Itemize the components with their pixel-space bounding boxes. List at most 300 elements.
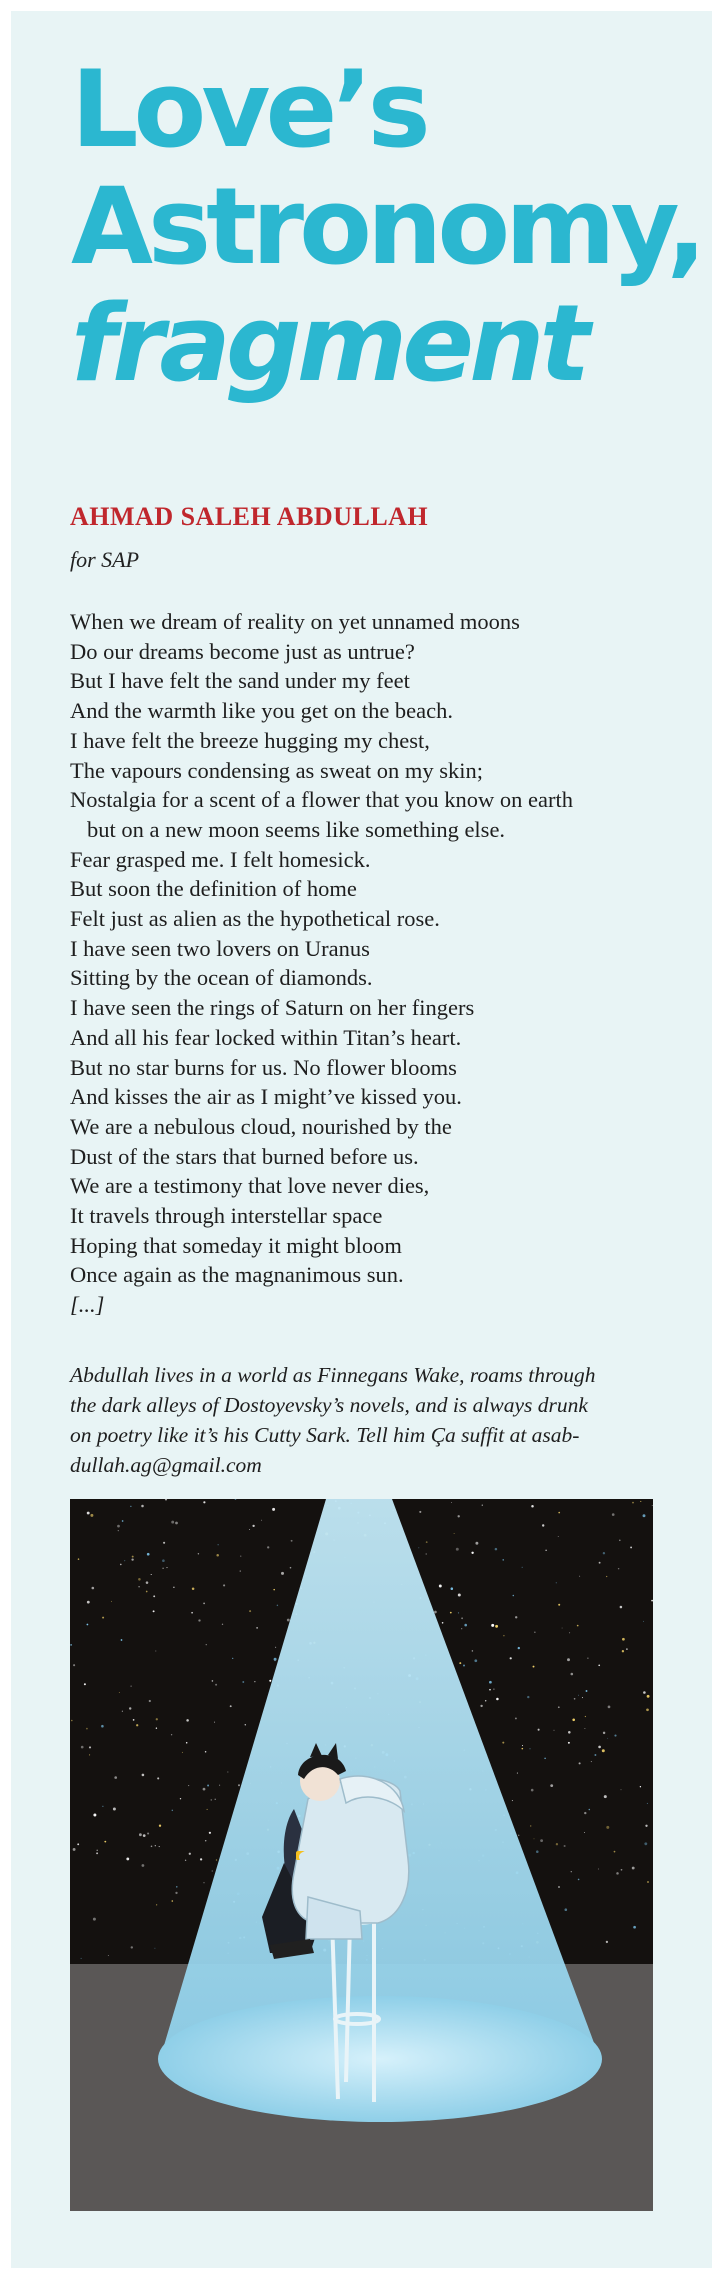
star: [249, 1610, 251, 1612]
star: [598, 1664, 600, 1666]
poem-line: Fear grasped me. I felt homesick.: [70, 846, 371, 872]
dedication: for SAP: [70, 547, 140, 572]
star: [434, 1611, 437, 1614]
star: [491, 1624, 494, 1627]
star: [176, 1886, 177, 1887]
star: [78, 1558, 80, 1560]
star: [261, 1520, 262, 1521]
star: [111, 1601, 112, 1602]
star: [138, 1578, 141, 1581]
star: [558, 1512, 560, 1514]
star: [495, 1625, 498, 1628]
star: [640, 1786, 641, 1787]
star: [157, 1777, 159, 1779]
star: [556, 1843, 558, 1845]
star: [118, 1530, 119, 1531]
star: [614, 1851, 616, 1853]
star: [142, 1864, 145, 1867]
star: [212, 1870, 213, 1871]
poem-line: And kisses the air as I might’ve kissed you.: [70, 1084, 462, 1110]
star: [458, 1515, 460, 1517]
star: [598, 1746, 601, 1749]
star: [156, 1904, 157, 1905]
star: [272, 1508, 275, 1511]
star: [564, 1845, 566, 1847]
poem-line: But I have felt the sand under my feet: [70, 668, 410, 694]
poem-line: When we dream of reality on yet unnamed moons: [70, 609, 520, 634]
star: [485, 1700, 486, 1701]
star: [426, 1553, 427, 1554]
star: [269, 1680, 271, 1682]
star: [643, 1691, 646, 1694]
star: [542, 1524, 544, 1526]
star: [223, 1584, 225, 1586]
star: [572, 1719, 575, 1722]
star: [534, 1632, 535, 1633]
star: [171, 1734, 172, 1735]
star: [104, 1841, 106, 1843]
star: [214, 1722, 215, 1723]
star: [510, 1657, 512, 1659]
star: [156, 1728, 157, 1729]
star: [156, 1718, 158, 1720]
star: [517, 1773, 518, 1774]
star: [584, 1832, 585, 1833]
star: [232, 1658, 233, 1659]
star: [577, 1625, 579, 1627]
star: [598, 1869, 599, 1870]
star: [608, 1706, 611, 1709]
star: [122, 1711, 123, 1712]
star: [131, 1558, 133, 1560]
star: [643, 1514, 646, 1517]
star: [142, 1774, 145, 1777]
star: [480, 1705, 482, 1707]
star: [474, 1659, 477, 1662]
star: [139, 1833, 142, 1836]
star: [647, 1881, 649, 1883]
star: [71, 1720, 73, 1722]
star: [643, 1621, 644, 1622]
star: [203, 1501, 205, 1503]
star: [155, 1650, 156, 1651]
star: [209, 1832, 211, 1834]
star: [153, 1595, 155, 1597]
star: [163, 1542, 165, 1544]
star: [633, 1926, 636, 1929]
star: [426, 1541, 428, 1543]
star: [574, 1698, 576, 1700]
star: [471, 1552, 473, 1554]
star: [130, 1685, 131, 1686]
bio-line: the dark alleys of Dostoyevsky’s novels, and is always drunk: [70, 1393, 588, 1417]
star: [146, 1581, 149, 1584]
star: [496, 1698, 499, 1701]
star: [149, 1700, 151, 1702]
star: [530, 1825, 531, 1826]
star: [458, 1612, 459, 1613]
poem-line: I have felt the breeze hugging my chest,: [70, 727, 430, 753]
poem-line: Felt just as alien as the hypothetical rose.: [70, 906, 440, 932]
star: [621, 1789, 622, 1790]
star: [230, 1705, 232, 1707]
star: [245, 1724, 246, 1725]
star: [205, 1751, 207, 1753]
bio-line: on poetry like it’s his Cutty Sark. Tell him Ça suffit at asab-: [70, 1423, 580, 1447]
star: [482, 1505, 483, 1506]
star: [159, 1846, 160, 1847]
star: [173, 1587, 174, 1588]
star: [604, 1795, 607, 1798]
star: [222, 1624, 223, 1625]
star: [273, 1589, 275, 1591]
star: [568, 1731, 571, 1734]
star: [203, 1882, 204, 1883]
star: [275, 1647, 276, 1648]
star: [515, 1717, 517, 1719]
star: [451, 1502, 452, 1503]
star: [619, 1540, 621, 1542]
star: [612, 1513, 615, 1516]
star: [166, 1567, 167, 1568]
star: [584, 1812, 586, 1814]
star: [216, 1859, 217, 1860]
star: [96, 1852, 98, 1854]
star: [531, 1789, 534, 1792]
star: [87, 1624, 89, 1626]
poem-line: Nostalgia for a scent of a flower that you know on earth: [70, 787, 573, 813]
star: [630, 1546, 632, 1548]
star: [175, 1522, 178, 1525]
star: [475, 1542, 478, 1545]
star: [206, 1644, 207, 1645]
star: [151, 1846, 153, 1848]
star: [567, 1658, 570, 1661]
star: [419, 1511, 421, 1513]
star: [606, 1941, 608, 1943]
star: [256, 1627, 258, 1629]
star: [644, 1842, 647, 1845]
star: [632, 1867, 635, 1870]
star: [558, 1706, 560, 1708]
star: [489, 1689, 491, 1691]
star: [210, 1799, 212, 1801]
star: [568, 1742, 570, 1744]
star: [216, 1554, 219, 1557]
star: [242, 1681, 244, 1683]
star: [102, 1617, 104, 1619]
star: [205, 1840, 206, 1841]
spotlight-scene: [70, 1499, 653, 2211]
star: [203, 1788, 206, 1791]
star: [626, 1648, 628, 1650]
star: [203, 1603, 205, 1605]
star: [621, 1869, 623, 1871]
star: [545, 1550, 546, 1551]
star: [461, 1617, 463, 1619]
star: [632, 1502, 634, 1504]
star: [290, 1567, 292, 1569]
star: [512, 1800, 513, 1801]
title-line-2: Astronomy,: [71, 165, 702, 288]
bio-line: dullah.ag@gmail.com: [70, 1453, 262, 1477]
poem-line: And all his fear locked within Titan’s heart.: [70, 1024, 462, 1050]
star: [614, 1735, 616, 1737]
star: [489, 1681, 492, 1684]
star: [147, 1832, 149, 1834]
star: [215, 1799, 216, 1800]
star: [93, 1814, 96, 1817]
bio-line: Abdullah lives in a world as Finnegans Wake, roams through: [70, 1363, 596, 1387]
star: [96, 1850, 97, 1851]
star: [180, 1798, 181, 1799]
star: [538, 1729, 540, 1731]
star: [618, 1568, 619, 1569]
star: [81, 1958, 82, 1959]
star: [240, 1571, 241, 1572]
star: [219, 1785, 220, 1786]
star: [620, 1606, 623, 1609]
light-pool: [158, 1996, 602, 2122]
star: [578, 1879, 580, 1881]
star: [531, 1505, 534, 1508]
star: [119, 1692, 120, 1693]
star: [254, 1681, 255, 1682]
star: [518, 1647, 520, 1649]
poem-line: We are a testimony that love never dies,: [70, 1173, 430, 1199]
star: [102, 1806, 103, 1807]
star: [565, 1908, 568, 1911]
star: [132, 1556, 134, 1558]
star: [606, 1576, 607, 1577]
star: [122, 1520, 124, 1522]
star: [602, 1749, 605, 1752]
star: [159, 1825, 161, 1827]
star: [81, 1746, 84, 1749]
star: [186, 1742, 188, 1744]
star: [522, 1745, 523, 1746]
star: [587, 1658, 588, 1659]
star: [200, 1858, 202, 1860]
star: [527, 1696, 529, 1698]
star: [594, 1754, 596, 1756]
star: [192, 1588, 195, 1591]
star: [154, 1948, 155, 1949]
star: [182, 1752, 183, 1753]
star: [418, 1547, 419, 1548]
star: [585, 1716, 586, 1717]
star: [151, 1574, 152, 1575]
star: [77, 1843, 79, 1845]
star: [556, 1582, 557, 1583]
star: [616, 1872, 619, 1875]
star: [218, 1544, 219, 1545]
star: [291, 1540, 293, 1542]
star: [114, 1776, 117, 1779]
star: [589, 1809, 591, 1811]
star: [91, 1587, 94, 1590]
star: [277, 1605, 278, 1606]
star: [249, 1529, 250, 1530]
star: [458, 1594, 461, 1597]
star: [207, 1785, 209, 1787]
star: [459, 1662, 461, 1664]
star: [188, 1785, 189, 1786]
title-line-1: Love’s: [71, 48, 426, 171]
poem-line: It travels through interstellar space: [70, 1203, 383, 1229]
star: [513, 1595, 515, 1597]
star: [198, 1553, 199, 1554]
star: [463, 1664, 465, 1666]
star: [493, 1688, 494, 1689]
star: [529, 1748, 530, 1749]
star: [456, 1548, 459, 1551]
poem-line: I have seen the rings of Saturn on her fingers: [70, 995, 475, 1021]
star: [162, 1559, 165, 1562]
star: [186, 1719, 189, 1722]
star: [136, 1724, 138, 1726]
star: [146, 1591, 148, 1593]
star: [503, 1559, 504, 1560]
poem-line: The vapours condensing as sweat on my skin;: [70, 757, 484, 783]
star: [267, 1546, 269, 1548]
star: [647, 1803, 648, 1804]
star: [84, 1683, 86, 1685]
star: [461, 1628, 462, 1629]
star: [228, 1772, 229, 1773]
star: [569, 1632, 570, 1633]
star: [93, 1918, 96, 1921]
star: [191, 1612, 193, 1614]
star: [101, 1725, 104, 1728]
star: [540, 1839, 543, 1842]
star: [502, 1742, 504, 1744]
star: [603, 1552, 605, 1554]
star: [534, 1838, 535, 1839]
star: [584, 1728, 585, 1729]
star: [143, 1834, 146, 1837]
star: [586, 1690, 588, 1692]
poem-line: Once again as the magnanimous sun.: [70, 1262, 404, 1288]
star: [281, 1572, 284, 1575]
star: [558, 1536, 559, 1537]
poem-line: But soon the definition of home: [70, 876, 357, 902]
star: [90, 1514, 93, 1517]
poem-title: [71, 48, 702, 405]
star: [599, 1562, 601, 1564]
star: [439, 1585, 442, 1588]
author-bio: [70, 1360, 670, 1480]
star: [131, 1946, 133, 1948]
star: [238, 1784, 240, 1786]
star: [622, 1650, 624, 1652]
star: [121, 1639, 123, 1641]
star: [89, 1754, 90, 1755]
star: [73, 1664, 75, 1666]
star: [252, 1525, 254, 1527]
poem-ellipsis: [...]: [70, 1292, 105, 1318]
star: [495, 1548, 498, 1551]
star: [603, 1732, 605, 1734]
star: [70, 1644, 72, 1646]
star: [172, 1810, 173, 1811]
poem-line: But no star burns for us. No flower blooms: [70, 1054, 457, 1080]
star: [578, 1695, 579, 1696]
star: [212, 1680, 214, 1682]
star: [451, 1587, 454, 1590]
star: [522, 1567, 523, 1568]
star: [553, 1730, 554, 1731]
star: [141, 1505, 144, 1508]
star: [129, 1707, 131, 1709]
star: [189, 1853, 191, 1855]
star: [442, 1622, 444, 1624]
star: [240, 1556, 241, 1557]
star: [87, 1512, 90, 1515]
star: [198, 1619, 200, 1621]
star: [607, 1738, 608, 1739]
star: [550, 1784, 553, 1787]
star: [651, 1600, 653, 1602]
star: [536, 1850, 539, 1853]
star: [533, 1666, 535, 1668]
poem-line: I have seen two lovers on Uranus: [70, 935, 370, 961]
star: [162, 1567, 164, 1569]
star: [472, 1650, 474, 1652]
star: [571, 1871, 572, 1872]
star: [515, 1616, 517, 1618]
star: [124, 1560, 125, 1561]
star: [171, 1521, 174, 1524]
poem-line: Dust of the stars that burned before us.: [70, 1143, 419, 1169]
star: [113, 1808, 116, 1811]
star: [646, 1708, 649, 1711]
star: [86, 1728, 88, 1730]
star: [274, 1658, 277, 1661]
star: [645, 1825, 647, 1827]
star: [175, 1892, 177, 1894]
poem-line: Sitting by the ocean of diamonds.: [70, 965, 373, 991]
star: [544, 1758, 545, 1759]
star: [518, 1835, 519, 1836]
star: [622, 1638, 625, 1641]
star: [138, 1586, 139, 1587]
star: [120, 1564, 122, 1566]
star: [579, 1576, 580, 1577]
star: [571, 1673, 574, 1676]
star: [73, 1848, 76, 1851]
star: [652, 1505, 653, 1506]
article-page: [11, 11, 712, 2268]
star: [454, 1533, 455, 1534]
star: [464, 1624, 467, 1627]
poem-line: Do our dreams become just as untrue?: [70, 638, 415, 664]
star: [647, 1695, 650, 1698]
star: [153, 1610, 155, 1612]
illustration: [70, 1499, 653, 2211]
star: [215, 1684, 217, 1686]
star: [155, 1845, 156, 1846]
star: [207, 1809, 208, 1810]
star: [582, 1697, 583, 1698]
star: [558, 1886, 560, 1888]
poem-line: but on a new moon seems like something else.: [87, 816, 506, 842]
star: [147, 1553, 150, 1556]
poem-line: And the warmth like you get on the beach.: [70, 698, 454, 724]
star: [503, 1635, 505, 1637]
star: [171, 1900, 173, 1902]
poem-line: Hoping that someday it might bloom: [70, 1232, 402, 1258]
